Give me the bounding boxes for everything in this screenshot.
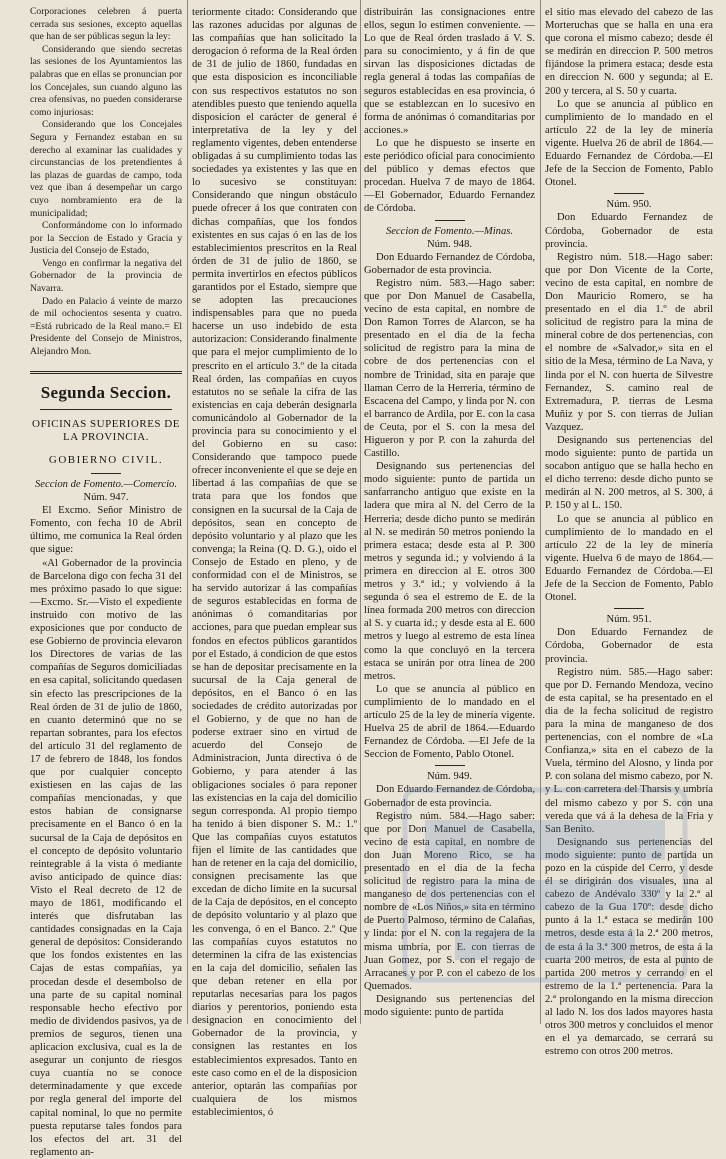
notice-number: Núm. 950. xyxy=(606,199,652,211)
subsection-heading: Seccion de Fomento.—Comercio. xyxy=(35,479,177,490)
paragraph: Considerando que los Concejales Segura y Fernandez estaban en su derecho al examinar las cualidades y circunstancias de los pretendientes á las plazas de guardas de campo, toda vez que iban á desempeñar un cargo cuyo nombramiento era de la municipalidad; xyxy=(30,119,182,219)
paragraph: Corporaciones celebren á puerta cerrada sus sesiones, excepto aquellas que han de ser públicas segun la ley: xyxy=(30,6,182,43)
column-divider xyxy=(360,0,361,1024)
paragraph: Designando sus pertenencias del modo siguiente: punto de partida un pozo en la cúspide del Cerro, y desde él se dirigirán dos visuales, una al cabezo de Andévalo 330º y la 2.ª al cabezo de la Gua 170º: desde dicho punto á la 1.ª estaca se medirán 100 metros, desde esta á la 2.ª 200 metros, de esta á la 3.ª 300 metros, de esta á la cuarta 200 metros, de esta al punto de partida 200 metros y cerrando en el estremo de la 1.ª pertenencia. Para la 2.ª prolongando en la misma direccion al lado N. los dos lados mayores hasta otros 300 metros y concluidos el menor en el ya demarcado, se cerrará su estremo con otros 200 metros. xyxy=(545,836,713,1058)
paragraph: Registro núm. 518.—Hago saber: que por Don Vicente de la Corte, vecino de esta capital, en nombre de Don Mauricio Romero, se ha presentado en el dia 1.º de abril solicitud de registro para la mina de mineral cobre de dos pertenencias, con el nombre de «Salvador,» sita en el sitio de la Mesa, término de La Nava, y linda por el N. con huerta de Silvestre Fernandez, S. camino real de Extremadura, P. tierras de Lesma Muñiz y por S. con tierras de Julian Vazquez. xyxy=(545,251,713,433)
paragraph: Designando sus pertenencias del modo siguiente: punto de partida un sanfarrancho antiguo que existe en la ladera que mira al N. del Cerro de la Herreria; desde dicho punto se medirán al N. se medirán 50 metros poniendo la primera estaca; desde esta al P. 300 metros y segunda id.; y volviendo á la primera en direccion al E. otros 300 metros y 3.ª id.; y volviendo á la segunda ó sea el estremo de E. de la línea formada 200 metros con direccion al S. y cuarta id.; y desde esta al E. 600 metros y luego al estremo de esta línea como la que concluyó en la tercera estaca se unirán por otra línea de 200 metros. xyxy=(364,461,535,682)
notice-number: Núm. 948. xyxy=(426,238,473,250)
paragraph: Dado en Palacio á veinte de marzo de mil ochocientos sesenta y cuatro. =Está rubricado de la Real mano.= El Presidente del Consejo de Ministros, Alejandro Mon. xyxy=(30,295,182,358)
paragraph: Don Eduardo Fernandez de Córdoba, Gobernador de esta provincia. xyxy=(364,251,535,276)
column-2 xyxy=(192,6,357,1119)
notice-number: Núm. 951. xyxy=(606,614,652,626)
column-divider xyxy=(540,0,541,1024)
paragraph: Don Eduardo Fernandez de Córdoba, Gobernador de esta provincia. xyxy=(364,784,535,809)
divider xyxy=(40,409,172,410)
paragraph: distribuirán las consignaciones entre ellos, segun lo estimen conveniente. —Lo que de Real órden traslado á V. S. para su conocimiento, y á fin de que sirvan las disposiciones dictadas de regla general á todas las compañías de seguros establecidas en esa provincia, ó que se establezcan en lo sucesivo en forma de anónimas ó comanditarias por acciones.» xyxy=(364,7,535,136)
paragraph: Lo que he dispuesto se inserte en este periódico oficial para conocimiento del público y demas efectos que procedan. Huelva 7 de mayo de 1864.—El Gobernador, Eduardo Fernandez de Córdoba. xyxy=(364,137,535,215)
divider xyxy=(91,473,121,474)
paragraph: el sitio mas elevado del cabezo de las Morteruchas que se halla en una era que corona el mismo cabezo; desde él se medirán en direccion P. 500 metros fijándose la primera estaca; desde esta en direccion N. 600 y segunda; al E. 200 y tercera, al S. 50 y cuarta. xyxy=(545,7,713,97)
paragraph: Registro núm. 585.—Hago saber: que por D. Fernando Mendoza, vecino de esta capital, se ha presentado en el dia de la fecha solicitud de registro para la mina de manganeso de dos pertenencias, con el nombre de «La Confianza,» sita en el cabezo de la Vuela, término del Alosno, y linda por P. con solana del mismo cabezo, por N. y L. con carretera del Tharsis y umbría del mismo cabezo y por S. con una vereda que vá á la dehesa de la Fria y San Benito. xyxy=(545,666,713,835)
notice-number: Núm. 949. xyxy=(426,771,473,783)
paragraph: Lo que se anuncia al público en cumplimiento de lo mandado en el artículo 22 de la ley de minería vigente. Huelva 26 de abril de 1864.—Eduardo Fernandez de Córdoba.—El Jefe de la Seccion de Fomento, Pablo Otonel. xyxy=(545,98,713,189)
divider xyxy=(614,608,644,609)
paragraph: Don Eduardo Fernandez de Córdoba, Gobernador de esta provincia. xyxy=(545,627,713,665)
divider xyxy=(435,765,465,766)
column-1 xyxy=(30,6,182,1159)
column-divider xyxy=(187,0,188,1024)
paragraph: Registro núm. 583.—Hago saber: que por Don Manuel de Casabella, vecino de esta capital, en nombre de Don Ramon Torres de Alarcon, se ha presentado en el dia de la fecha solicitud de registro para la mina de cobre de dos pertenencias con el nombre de Trinidad, sita en paraje que llaman Cerro de la Herreria, término de Escacena del Campo, y linda por N. con el barranco de Ardila, por E. con la casa de Ceuta, por el S. con la mesa del Higueron y por P. con la zahurda del Castillo. xyxy=(364,277,535,460)
notice-number: Núm. 947. xyxy=(83,492,129,504)
paragraph: Lo que se anuncia al público en cumplimiento de lo mandado en el artículo 25 de la ley de minería vigente. Huelva 25 de abril de 1864.—Eduardo Fernandez de Córdoba. —El Jefe de la Seccion de Fomento, Pablo Otonel. xyxy=(364,683,535,761)
paragraph: «Al Gobernador de la provincia de Barcelona digo con fecha 31 del mes próximo pasado lo que sigue:—Excmo. Sr.—Visto el expediente instruido con motivo de las exposiciones que por conducto de ese Gobierno de provincia elevaron los Directores de varias de las compañías de Seguros domiciliadas en esa capital, solicitando quedasen sin efecto las prescripciones de la Real órden de 31 de julio de 1860, en cuanto determinó que no se repartan sobrantes, para los efectos del artículo 31 del reglamento de 17 de febrero de 1848, los fondos que por cualquier concepto existiesen en las cajas de las compañías mencionadas, y que estos habian de consignarse precisamente en el Banco ó en la sucursal de la Caja de depósitos en el concepto de depósito voluntario reintegrable á la vista ó mediante aviso anticipado de quince días: Visto el Real decreto de 12 de mayo de 1861, modificando el interés que disfrutaban las cantidades consignadas en la Caja general de depósitos: Considerando que los fondos existentes en las Cajas de estas compañías, ya procedan desde el desembolso de una parte de su capital nominal responsable hecho efectivo por medio de dividendos pasivos, ya de premios de seguros, tienen una aplicacion exclusiva, cual es la de asegurar un conjunto de riesgos cuya cuantía no se conoce determinadamente y que excede por regla general del importe del capital nominal, lo que no permite puesta reputarse tales fondos para los efectos del art. 31 del reglamento an- xyxy=(30,557,182,1158)
section-title: Segunda Seccion. xyxy=(40,382,172,402)
paragraph: Designando sus pertenencias del modo siguiente: punto de partida xyxy=(364,993,535,1019)
paragraph: Considerando que siendo secretas las sesiones de los Ayuntamientos las palabras que en ellas se pronuncian por los Concejales, sun cuando alguno las crea ofensivas, no pueden considerarse como injuriosas: xyxy=(30,43,182,118)
paragraph: El Excmo. Señor Ministro de Fomento, con fecha 10 de Abril último, me comunica la Real órden que sigue: xyxy=(30,505,182,556)
column-4 xyxy=(545,6,713,1058)
paragraph: Don Eduardo Fernandez de Córdoba, Gobernador de esta provincia. xyxy=(545,212,713,250)
paragraph: Registro núm. 584.—Hago saber: que por Don Manuel de Casabella, vecino de esta capital, en nombre de don Juan Moreno Rico, se ha presentado en el dia de la fecha solicitud de registro para la mina de manganeso de dos pertenencias con el nombre de «Los Niños,» sita en término de Puerto Palmoso, término de Calañas, y linda: por el N. con la regajera de la misma umbría, por E. con tierras de Juan Gomez, por S. con el regajo de Arracanes y por P. con el cabezo de los Quemados. xyxy=(364,810,535,992)
section-rule xyxy=(30,371,182,374)
offices-heading: OFICINAS SUPERIORES DE LA PROVINCIA. xyxy=(32,417,180,443)
paragraph: Designando sus pertenencias del modo siguiente: punto de partida un socabon antiguo que se halla hecho en el dicho terreno: desde dicho punto se medirán al N. 200 metros, al S. 300, á P. 150 y al L. 150. xyxy=(545,435,713,512)
paragraph: Conformándome con lo informado por la Seccion de Estado y Gracia y Justicia del Consejo de Estado, xyxy=(30,220,182,257)
divider xyxy=(435,220,465,221)
paragraph: teriormente citado: Considerando que las razones aducidas por algunas de las compañías que han solicitado la derogacion ó reforma de la Real órden de 31 de julio de 1860, fundadas en que esta disposicion es inconciliable con sus respectivos estatutos no son atendibles puesto que teniendo aquella disposicion el carácter de general é interpretativa de la ley y del reglamento vigentes, deben entenderse obligadas á su cumplimiento todas las sociedades ya existentes y las que en lo sucesivo se constituyan: Considerando que ningun obstáculo puede ofrecer á los que contraten con dichas compañías, que los fondos existentes en sus cajas ó en las de los establecimientos prescritos en la Real órden de 31 de julio de 1860, se permita invertirlos en efectos públicos garantidos por el Estado, siempre que se adopten las precauciones indispensables para que no pueda hacerse un uso indebido de esta autorizacion: Considerando finalmente que para el mejor cumplimiento de lo prescrito en el artículo 3.º de la citada Real órden, las compañías en cuyos estatutos no se señale la cifra de las existencias en caja deberán designarla comunicándolo al Gobernador de la provincia para su conocimiento y el del Gobierno en su caso: Considerando que tampoco puede ofrecer inconveniente el que se deje en libertad á las compañías de que se trata para que los fondos que consignen en la sucursal de la Caja de depósitos, sean en concepto de depósito voluntario y al plazo que les convenga; la Reina (Q. D. G.), oido el Consejo de Estado en pleno, y de conformidad con el de Ministros, se ha servido autorizar á las compañías de seguros establecidas en forma de anónimas ó comanditarias por acciones, para que puedan emplear sus fondos en efectos públicos garantidos por el Estado, á condicion de que estos se han de depositar precisamente en la sucursal de la Caja general de depósitos, en el Banco ó en las sociedades de crédito autorizadas por el Gobierno, y de que no han de poderse extraer sino en virtud de acuerdo del Consejo de Administracion, Junta directiva ó de Gobierno, y para atender á las obligaciones sociales ó para reponer las existencias en la caja del domicilio segun corresponda. Al propio tiempo ha tenido á bien disponer S. M.: 1.º Que las compañías cuyos estatutos fijen el límite de las cantidades que han de retener en la caja del domicilio, consignen precisamente las que excedan de dicho límite en la sucursal de la Caja de depósitos, en el concepto de depósito voluntario y al plazo que les convenga, ó en el Banco. 2.º Que las compañías cuyos estatutos no determinen la cifra de las existencias en la caja del domicilio, señalen las que deban retener en ella por reputarlas necesarias para los pagos diarios y perentorios, poniendo esta designacion en conocimiento del Gobernador de la provincia, y consignen las restantes en los establecimientos expresados. Tanto en este caso como en el de la disposicion anterior, optarán las compañías por cualquiera de los mismos establecimientos, ó xyxy=(192,7,357,1118)
subsection-heading: Seccion de Fomento.—Minas. xyxy=(385,225,514,237)
column-3 xyxy=(364,6,535,1019)
paragraph: Lo que se anuncia al público en cumplimiento de lo mandado en el artículo 22 de la ley de minería vigente. Huelva 6 de mayo de 1864.—Eduardo Fernandez de Córdoba.—El Jefe de la Seccion de Fomento, Pablo Otonel. xyxy=(545,513,713,604)
government-heading: GOBIERNO CIVIL. xyxy=(48,453,164,466)
paragraph: Vengo en confirmar la negativa del Gobernador de la provincia de Navarra. xyxy=(30,257,182,295)
divider xyxy=(614,193,644,194)
